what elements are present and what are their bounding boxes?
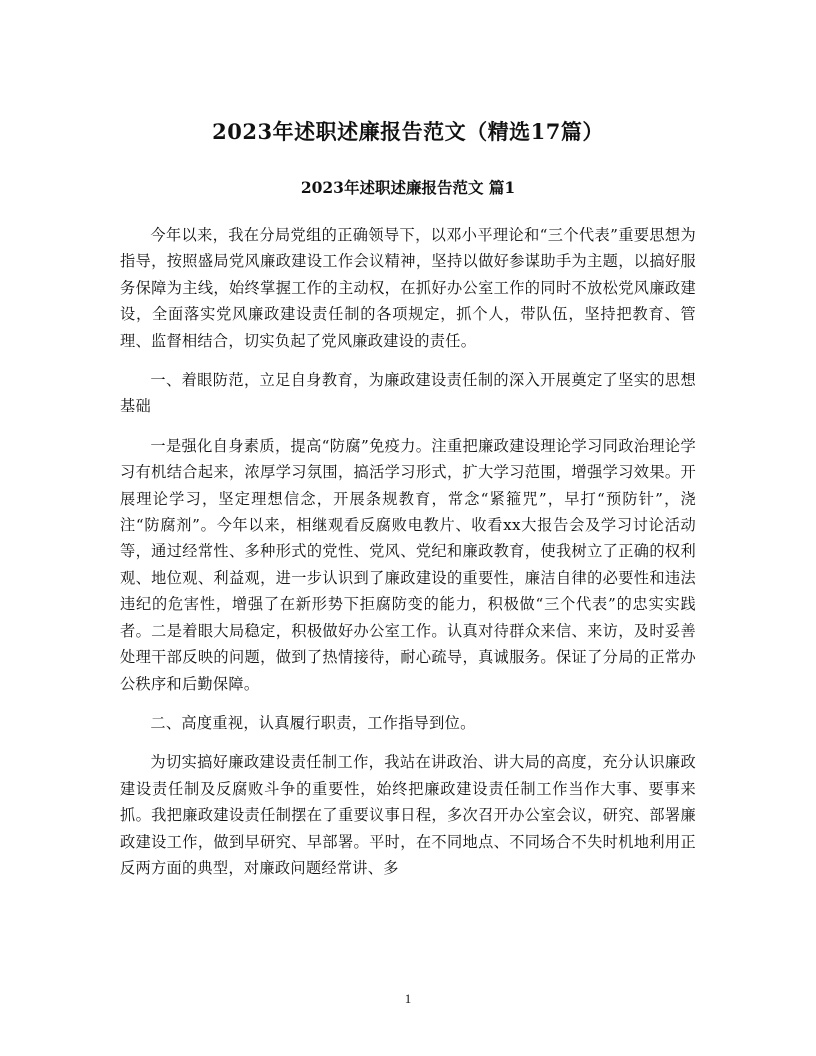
document-body <box>120 222 696 894</box>
paragraph-heading-one: 一、着眼防范，立足自身教育，为廉政建设责任制的深入开展奠定了坚实的思想基础 <box>120 371 696 416</box>
paragraph-intro: 今年以来，我在分局党组的正确领导下，以邓小平理论和“三个代表”重要思想为指导，按照盛局党风廉政建设工作会议精神，坚持以做好参谋助手为主题，以搞好服务保障为主线，始终掌握工作的主动权，在抓好办公室工作的同时不放松党风廉政建设，全面落实党风廉政建设责任制的各项规定，抓个人，带队伍，坚持把教育、管理、监督相结合，切实负起了党风廉政建设的责任。 <box>120 226 696 350</box>
paragraph-responsibility: 为切实搞好廉政建设责任制工作，我站在讲政治、讲大局的高度，充分认识廉政建设责任制及反腐败斗争的重要性，始终把廉政建设责任制工作当作大事、要事来抓。我把廉政建设责任制摆在了重要议事日程，多次召开办公室会议，研究、部署廉政建设工作，做到早研究、早部署。平时，在不同地点、不同场合不失时机地利用正反两方面的典型，对廉政问题经常讲、多 <box>120 753 696 877</box>
section-heading: 2023年述职述廉报告范文 篇1 <box>300 178 516 197</box>
page-number: 1 <box>404 991 412 1006</box>
paragraph-heading-two: 二、高度重视，认真履行职责，工作指导到位。 <box>150 713 476 732</box>
document-title: 2023年述职述廉报告范文（精选17篇） <box>212 119 604 144</box>
paragraph-self-education: 一是强化自身素质，提高“防腐”免疫力。注重把廉政建设理论学习同政治理论学习有机结合起来，浓厚学习氛围，搞活学习形式，扩大学习范围，增强学习效果。开展理论学习，坚定理想信念，开展条规教育，常念“紧箍咒”，早打“预防针”，浇注“防腐剂”。今年以来，相继观看反腐败电教片、收看xx大报告会及学习讨论活动等，通过经常性、多种形式的党性、党风、党纪和廉政教育，使我树立了正确的权利观、地位观、利益观，进一步认识到了廉政建设的重要性，廉洁自律的必要性和违法违纪的危害性，增强了在新形势下拒腐防变的能力，积极做“三个代表”的忠实实践者。二是着眼大局稳定，积极做好办公室工作。认真对待群众来信、来访，及时妥善处理干部反映的问题，做到了热情接待，耐心疏导，真诚服务。保证了分局的正常办公秩序和后勤保障。 <box>120 436 696 693</box>
